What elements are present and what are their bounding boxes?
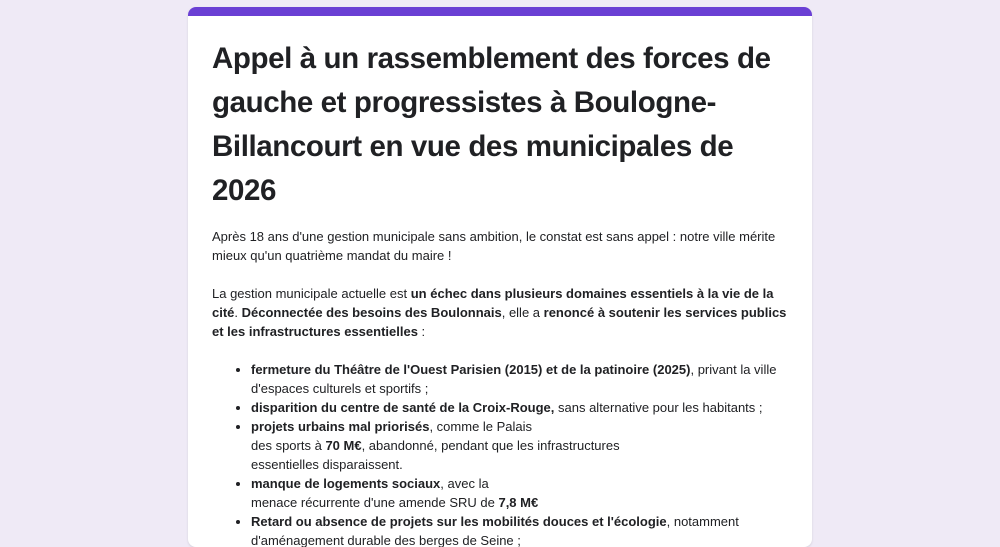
list-item-text: , avec la — [440, 476, 489, 491]
list-item — [251, 474, 792, 512]
intro-paragraph: Après 18 ans d'une gestion municipale sans ambition, le constat est sans appel : notre ville mérite mieux qu'un quatrième mandat du maire ! — [212, 229, 776, 263]
diagnosis-text-3: , elle a — [501, 305, 544, 320]
list-item-bold: Retard ou absence de projets sur les mobilités douces et l'écologie — [251, 514, 667, 529]
diagnosis-text-4: : — [417, 324, 426, 339]
list-item-text: , privant la ville d'espaces culturels et sportifs ; — [251, 362, 777, 396]
diagnosis-bold-3: renoncé à soutenir les services publics et les infrastructures essentielles — [212, 305, 787, 339]
diagnosis-text-2: . — [234, 305, 242, 320]
list-item-text: des sports à — [251, 438, 326, 453]
list-item-bold: fermeture du Théâtre de l'Ouest Parisien (2015) et de la patinoire (2025) — [251, 362, 691, 377]
list-item — [251, 512, 792, 547]
form-description — [212, 227, 792, 547]
form-header-content — [212, 37, 792, 547]
list-item — [251, 360, 792, 398]
list-item-line: essentielles disparaissent. — [251, 457, 403, 472]
list-item-bold-amount: 7,8 M€ — [498, 495, 539, 510]
diagnosis-bold-2: Déconnectée des besoins des Boulonnais — [241, 305, 502, 320]
list-item-text: , comme le Palais — [429, 419, 533, 434]
list-item-line — [251, 436, 792, 455]
diagnosis-text-1: La gestion municipale actuelle est — [212, 286, 411, 301]
list-item — [251, 417, 792, 474]
issues-list — [212, 360, 792, 547]
diagnosis-paragraph — [212, 284, 792, 341]
list-item-bold: disparition du centre de santé de la Croix-Rouge, — [251, 400, 555, 415]
list-item-bold: manque de logements sociaux — [251, 476, 441, 491]
list-item-bold-amount: 70 M€ — [325, 438, 362, 453]
list-item-text: sans alternative pour les habitants ; — [554, 400, 763, 415]
list-item-text: , abandonné, pendant que les infrastructures — [361, 438, 620, 453]
list-item-bold: projets urbains mal priorisés — [251, 419, 430, 434]
list-item-text: , notamment d'aménagement durable des berges de Seine ; — [251, 514, 739, 547]
diagnosis-bold-1: un échec dans plusieurs domaines essentiels à la vie de la cité — [212, 286, 774, 320]
list-item-text: menace récurrente d'une amende SRU de — [251, 495, 499, 510]
form-title: Appel à un rassemblement des forces de gauche et progressistes à Boulogne-Billancourt en vue des municipales de 2026 — [212, 42, 771, 207]
form-header-card — [188, 7, 812, 547]
list-item — [251, 398, 792, 417]
list-item-line — [251, 493, 792, 512]
form-accent-bar — [188, 7, 812, 16]
